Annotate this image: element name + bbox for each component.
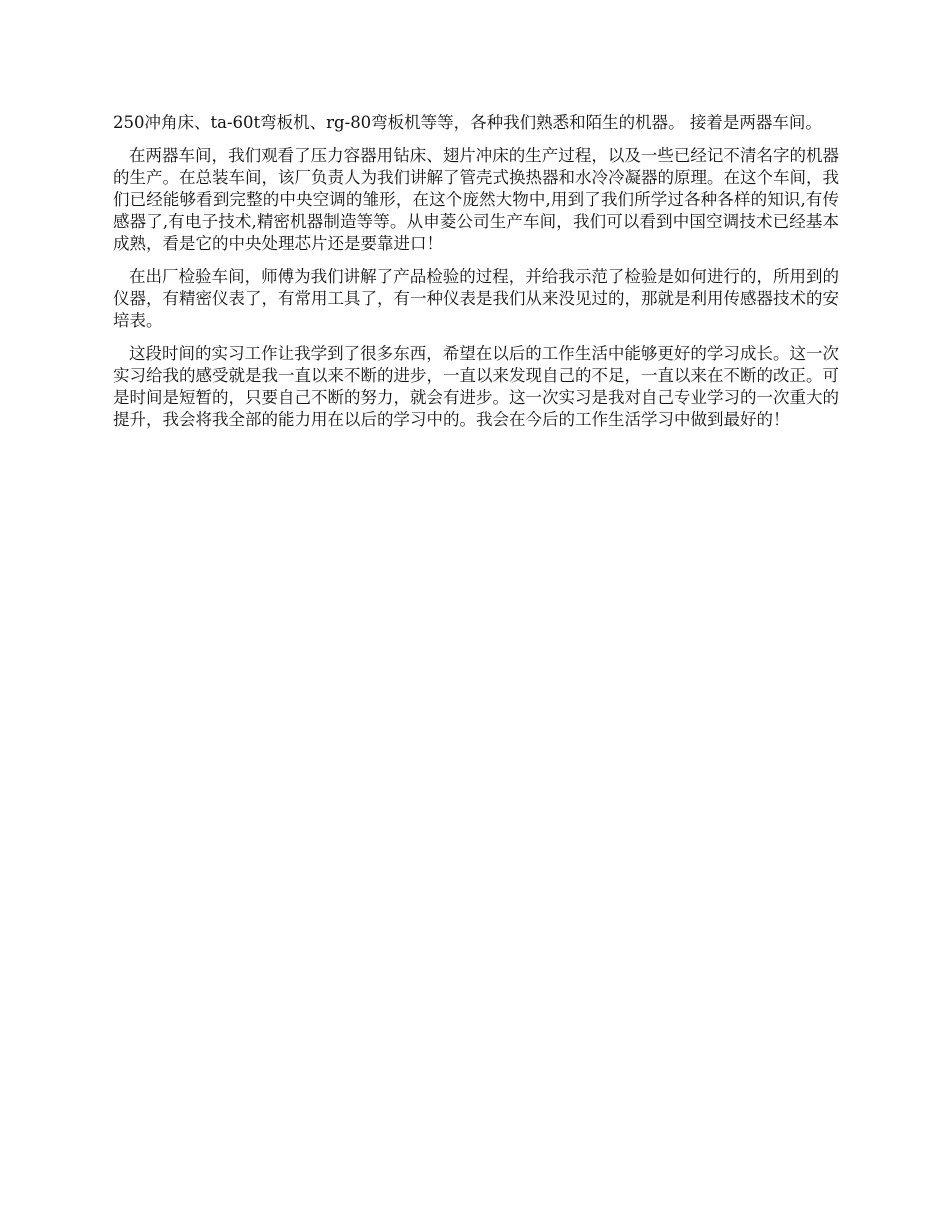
- paragraph-inspection-workshop: 在出厂检验车间，师傅为我们讲解了产品检验的过程，并给我示范了检验是如何进行的，所用到的仪器，有精密仪表了，有常用工具了，有一种仪表是我们从来没见过的，那就是利用传感器技术的安培表。: [113, 267, 839, 330]
- paragraph-two-device-workshop: 在两器车间，我们观看了压力容器用钻床、翅片冲床的生产过程，以及一些已经记不清名字的机器的生产。在总装车间，该厂负责人为我们讲解了管壳式换热器和水冷冷凝器的原理。在这个车间，我们已经能够看到完整的中央空调的雏形，在这个庞然大物中,用到了我们所学过各种各样的知识,有传感器了,有电子技术,精密机器制造等等。从申菱公司生产车间，我们可以看到中国空调技术已经基本成熟，看是它的中央处理芯片还是要靠进口！: [113, 146, 839, 253]
- document-body: [113, 112, 839, 442]
- paragraph-summary: 这段时间的实习工作让我学到了很多东西，希望在以后的工作生活中能够更好的学习成长。这一次实习给我的感受就是我一直以来不断的进步，一直以来发现自己的不足，一直以来在不断的改正。可是时间是短暂的，只要自己不断的努力，就会有进步。这一次实习是我对自己专业学习的一次重大的提升，我会将我全部的能力用在以后的学习中的。我会在今后的工作生活学习中做到最好的！: [113, 344, 839, 429]
- paragraph-continuation: 250冲角床、ta-60t弯板机、rg-80弯板机等等，各种我们熟悉和陌生的机器。 接着是两器车间。: [113, 113, 822, 132]
